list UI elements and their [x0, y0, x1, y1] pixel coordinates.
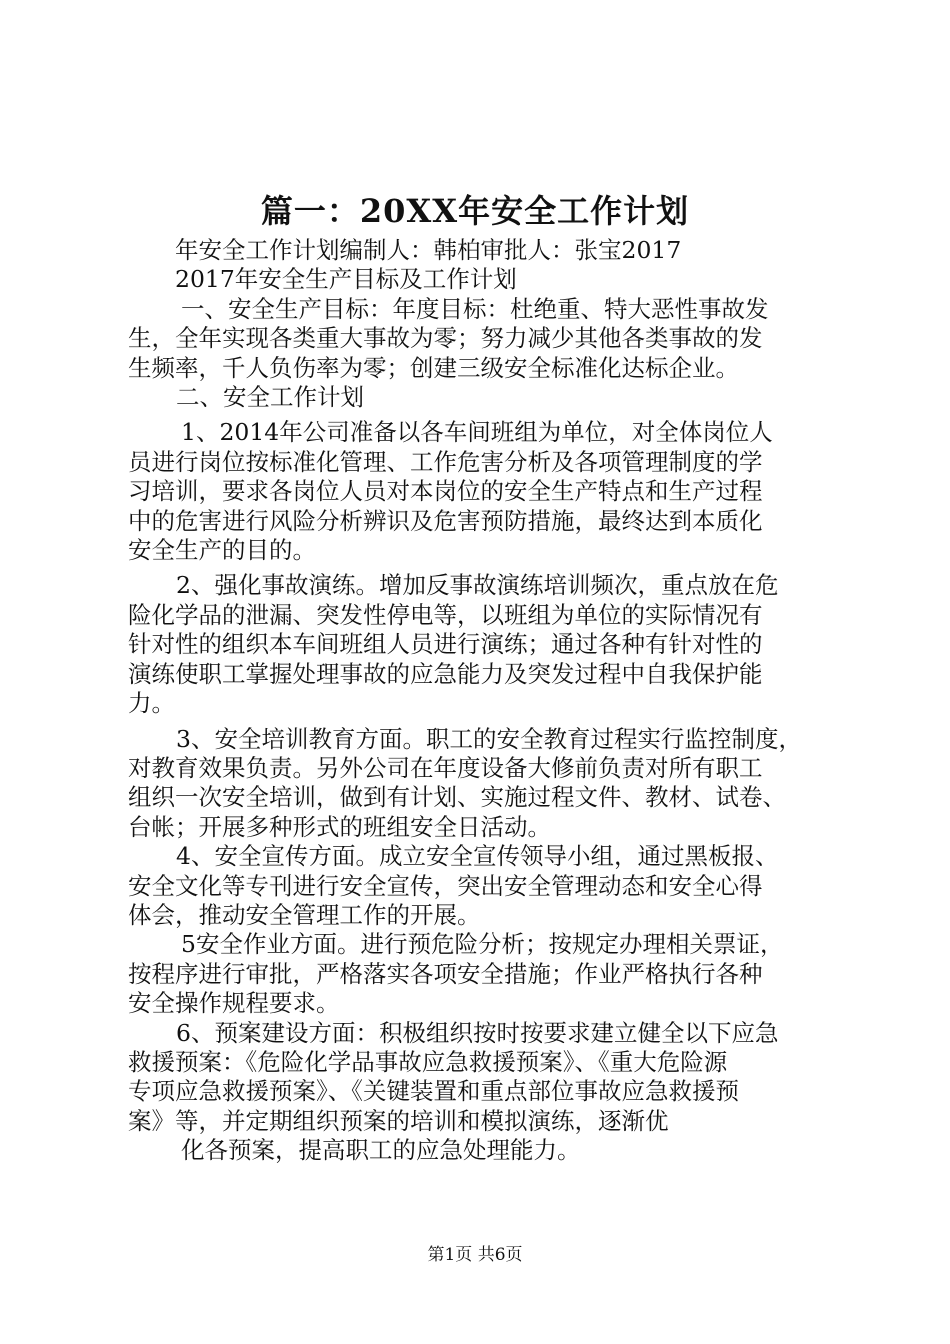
- document-title: 篇一：20XX年安全工作计划: [260, 192, 690, 230]
- text-line: 5安全作业方面。进行预危险分析；按规定办理相关票证，: [181, 930, 784, 959]
- text-line: 生频率，千人负伤率为零；创建三级安全标准化达标企业。: [128, 353, 739, 382]
- text-line: 案》等，并定期组织预案的培训和模拟演练，逐渐优: [128, 1106, 669, 1135]
- text-line: 3、安全培训教育方面。职工的安全教育过程实行监控制度，: [176, 724, 802, 753]
- text-line: 对教育效果负责。另外公司在年度设备大修前负责对所有职工: [128, 753, 763, 782]
- text-line: 员进行岗位按标准化管理、工作危害分析及各项管理制度的学: [128, 447, 763, 476]
- text-line: 2、强化事故演练。增加反事故演练培训频次，重点放在危: [176, 571, 779, 600]
- text-line: 演练使职工掌握处理事故的应急能力及突发过程中自我保护能: [128, 659, 763, 688]
- text-line: 1、2014年公司准备以各车间班组为单位，对全体岗位人: [181, 418, 773, 447]
- text-line: 年安全工作计划编制人：韩柏审批人：张宝2017: [175, 236, 682, 264]
- text-line: 组织一次安全培训，做到有计划、实施过程文件、教材、试卷、: [128, 783, 786, 812]
- text-line: 力。: [128, 689, 175, 718]
- text-line: 中的危害进行风险分析辨识及危害预防措施，最终达到本质化: [128, 506, 763, 535]
- text-line: 生，全年实现各类重大事故为零；努力减少其他各类事故的发: [128, 324, 763, 353]
- document-body: [128, 236, 832, 1166]
- text-line: 一、安全生产目标：年度目标：杜绝重、特大恶性事故发: [181, 294, 769, 323]
- text-line: 安全操作规程要求。: [128, 989, 340, 1018]
- text-line: 安全文化等专刊进行安全宣传，突出安全管理动态和安全心得: [128, 871, 763, 900]
- text-line: 专项应急救援预案》、《关键装置和重点部位事故应急救援预: [128, 1077, 739, 1106]
- text-line: 6、预案建设方面：积极组织按时按要求建立健全以下应急: [176, 1018, 779, 1047]
- text-line: 化各预案，提高职工的应急处理能力。: [181, 1136, 581, 1165]
- text-line: 二、安全工作计划: [176, 383, 364, 412]
- text-line: 体会，推动安全管理工作的开展。: [128, 900, 481, 929]
- text-line: 2017年安全生产目标及工作计划: [175, 265, 517, 294]
- text-line: 险化学品的泄漏、突发性停电等，以班组为单位的实际情况有: [128, 600, 763, 629]
- text-line: 针对性的组织本车间班组人员进行演练；通过各种有针对性的: [128, 630, 763, 659]
- text-line: 安全生产的目的。: [128, 536, 316, 565]
- page-footer: 第1页 共6页: [427, 1245, 523, 1265]
- text-line: 按程序进行审批，严格落实各项安全措施；作业严格执行各种: [128, 959, 763, 988]
- text-line: 台帐；开展多种形式的班组安全日活动。: [128, 812, 551, 841]
- text-line: 救援预案：《危险化学品事故应急救援预案》、《重大危险源: [128, 1047, 728, 1076]
- text-line: 4、安全宣传方面。成立安全宣传领导小组，通过黑板报、: [176, 842, 779, 871]
- text-line: 习培训，要求各岗位人员对本岗位的安全生产特点和生产过程: [128, 477, 763, 506]
